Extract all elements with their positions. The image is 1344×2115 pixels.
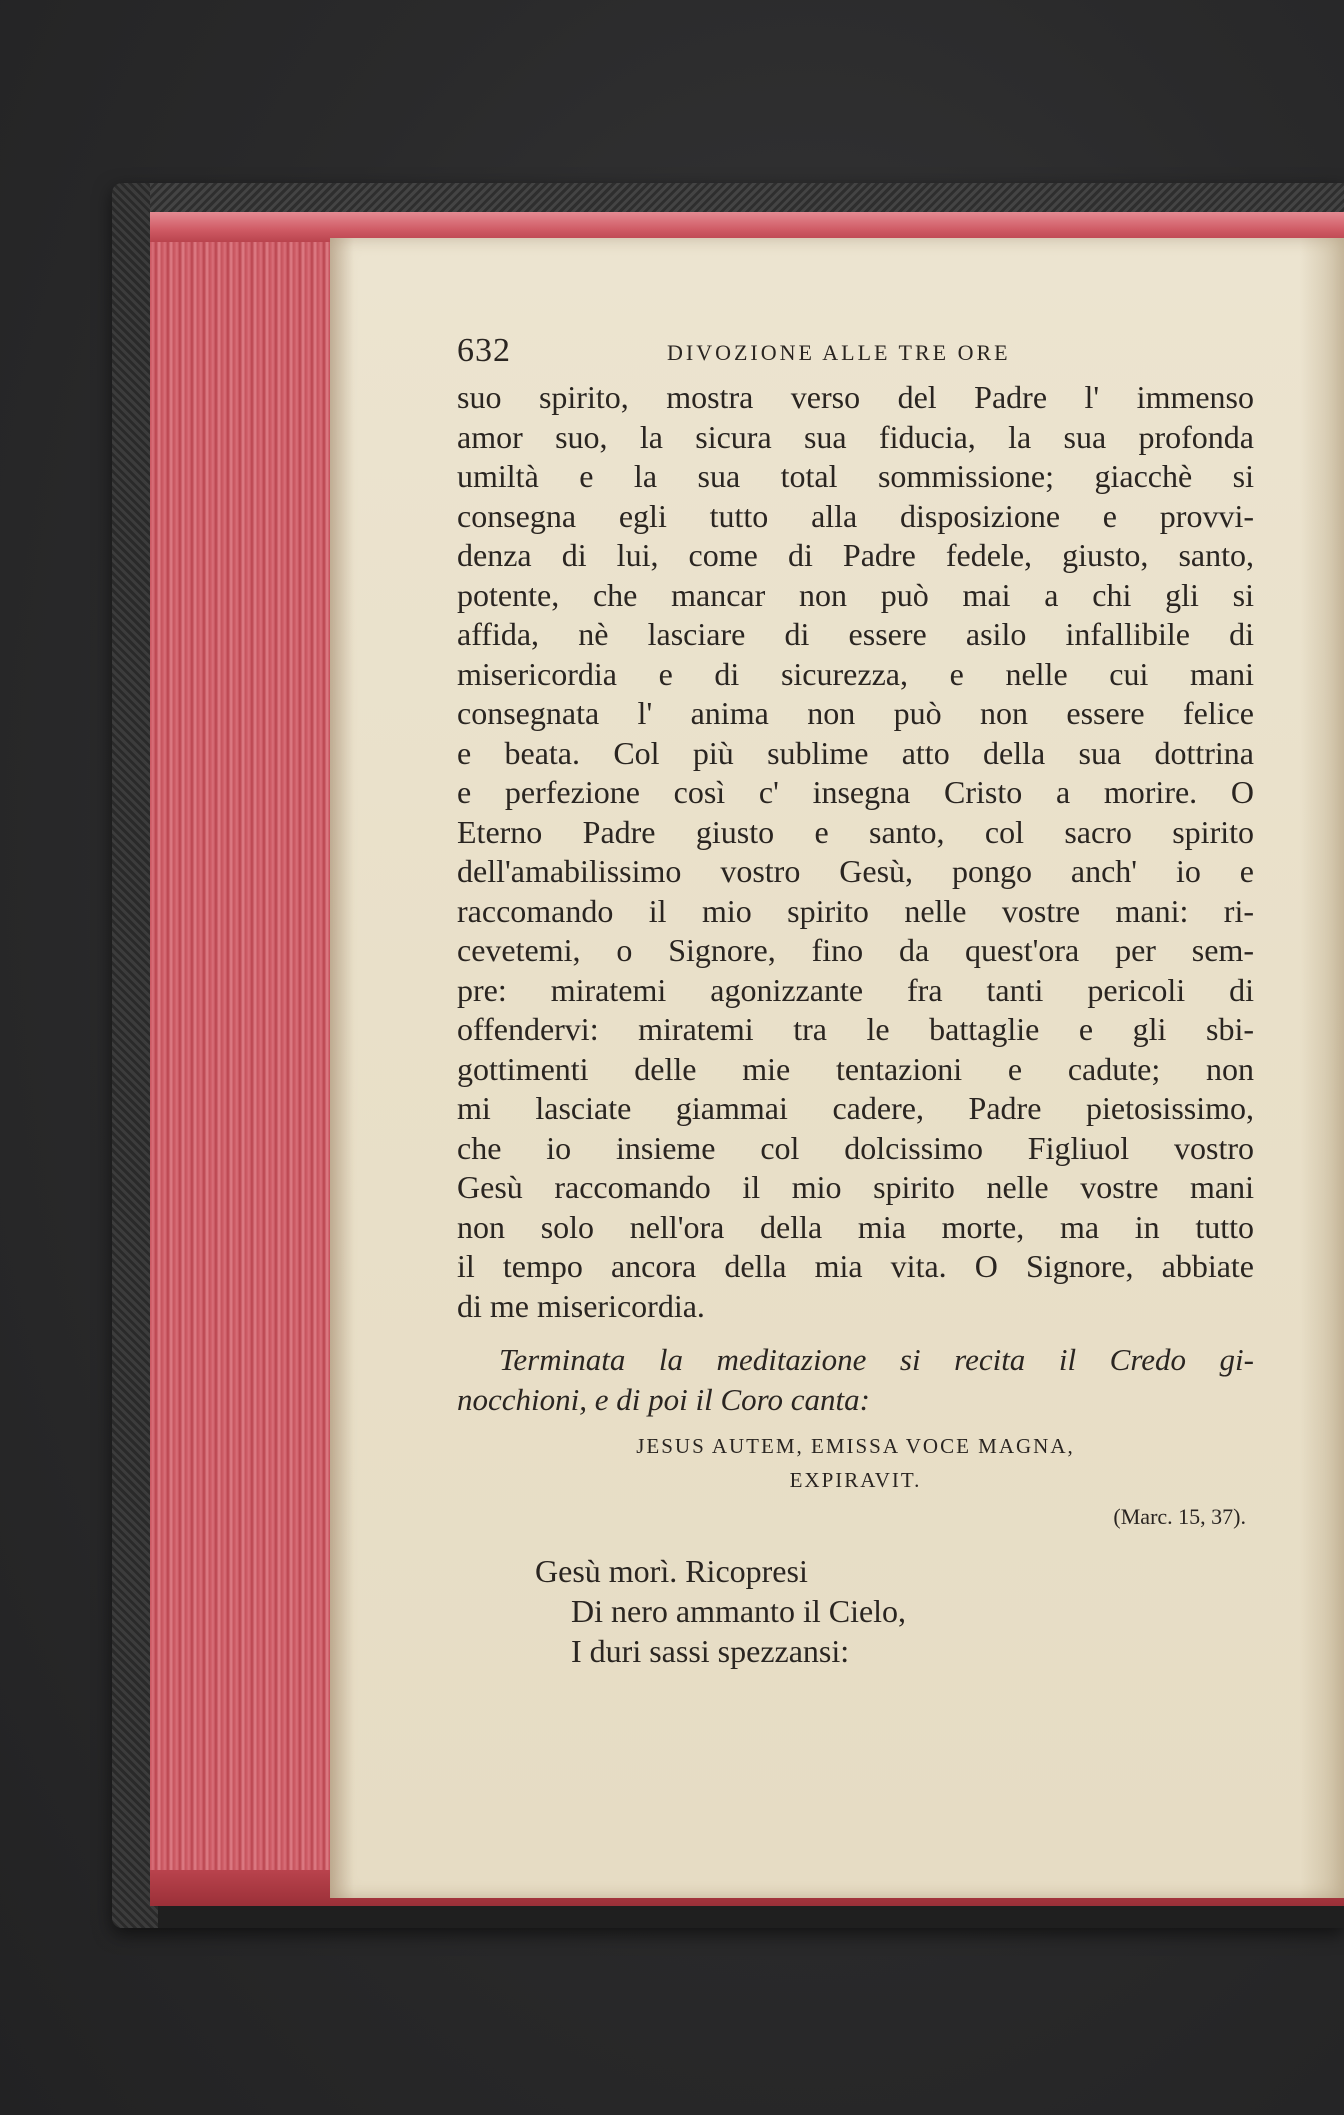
body-line: raccomando il mio spirito nelle vostre mani: ri- xyxy=(457,892,1254,929)
body-line: amor suo, la sicura sua fiducia, la sua profonda xyxy=(457,418,1254,455)
latin-line: EXPIRAVIT. xyxy=(789,1468,922,1492)
scripture-citation: (Marc. 15, 37). xyxy=(1113,1504,1246,1529)
running-head-title: DIVOZIONE ALLE TRE ORE xyxy=(667,340,1011,365)
body-line: suo spirito, mostra verso del Padre l' immenso xyxy=(457,379,1254,415)
body-line: non solo nell'ora della mia morte, ma in tutto xyxy=(457,1208,1254,1245)
body-line: Eterno Padre giusto e santo, col sacro spirito xyxy=(457,813,1254,850)
page-text-block xyxy=(457,332,1254,1671)
red-page-edges xyxy=(150,212,350,1900)
body-line: e beata. Col più sublime atto della sua dottrina xyxy=(457,734,1254,771)
latin-line: JESUS AUTEM, EMISSA VOCE MAGNA, xyxy=(636,1434,1075,1458)
body-line: misericordia e di sicurezza, e nelle cui mani xyxy=(457,655,1254,692)
body-line: consegnata l' anima non può non essere felice xyxy=(457,695,1254,731)
body-line: affida, nè lasciare di essere asilo infallibile di xyxy=(457,616,1254,652)
rubric-line: Terminata la meditazione si recita il Credo gi- xyxy=(499,1342,1254,1377)
verse-line: I duri sassi spezzansi: xyxy=(571,1633,850,1669)
body-line: offendervi: miratemi tra le battaglie e gli sbi- xyxy=(457,1011,1254,1047)
body-line: dell'amabilissimo vostro Gesù, pongo anch' io e xyxy=(457,853,1254,889)
body-line: gottimenti delle mie tentazioni e cadute; non xyxy=(457,1050,1254,1087)
body-line: e perfezione così c' insegna Cristo a morire. O xyxy=(457,774,1254,810)
rubric-instruction xyxy=(457,1340,1254,1419)
rubric-line: nocchioni, e di poi il Coro canta: xyxy=(457,1381,870,1417)
verse-line: Di nero ammanto il Cielo, xyxy=(571,1593,907,1629)
page-right-edge xyxy=(1300,238,1344,1898)
body-line: pre: miratemi agonizzante fra tanti pericoli di xyxy=(457,971,1254,1008)
body-line: che io insieme col dolcissimo Figliuol vostro xyxy=(457,1129,1254,1166)
body-paragraph xyxy=(457,378,1254,1326)
body-line: mi lasciate giammai cadere, Padre pietosissimo, xyxy=(457,1090,1254,1126)
hymn-verse xyxy=(457,1551,1254,1671)
body-line: umiltà e la sua total sommissione; giacchè si xyxy=(457,458,1254,494)
body-line: il tempo ancora della mia vita. O Signore, abbiate xyxy=(457,1248,1254,1284)
body-line: cevetemi, o Signore, fino da quest'ora per sem- xyxy=(457,932,1254,968)
book-cover-top xyxy=(150,183,1344,215)
body-line: potente, che mancar non può mai a chi gli si xyxy=(457,576,1254,613)
body-line: di me misericordia. xyxy=(457,1287,705,1324)
page-number: 632 xyxy=(457,332,511,369)
body-line: Gesù raccomando il mio spirito nelle vostre mani xyxy=(457,1169,1254,1205)
latin-verse xyxy=(457,1429,1254,1497)
page-gutter-shadow xyxy=(330,238,354,1898)
running-head xyxy=(457,332,1254,378)
body-line: denza di lui, come di Padre fedele, giusto, santo, xyxy=(457,537,1254,573)
verse-line: Gesù morì. Ricopresi xyxy=(535,1553,808,1589)
body-line: consegna egli tutto alla disposizione e provvi- xyxy=(457,497,1254,534)
